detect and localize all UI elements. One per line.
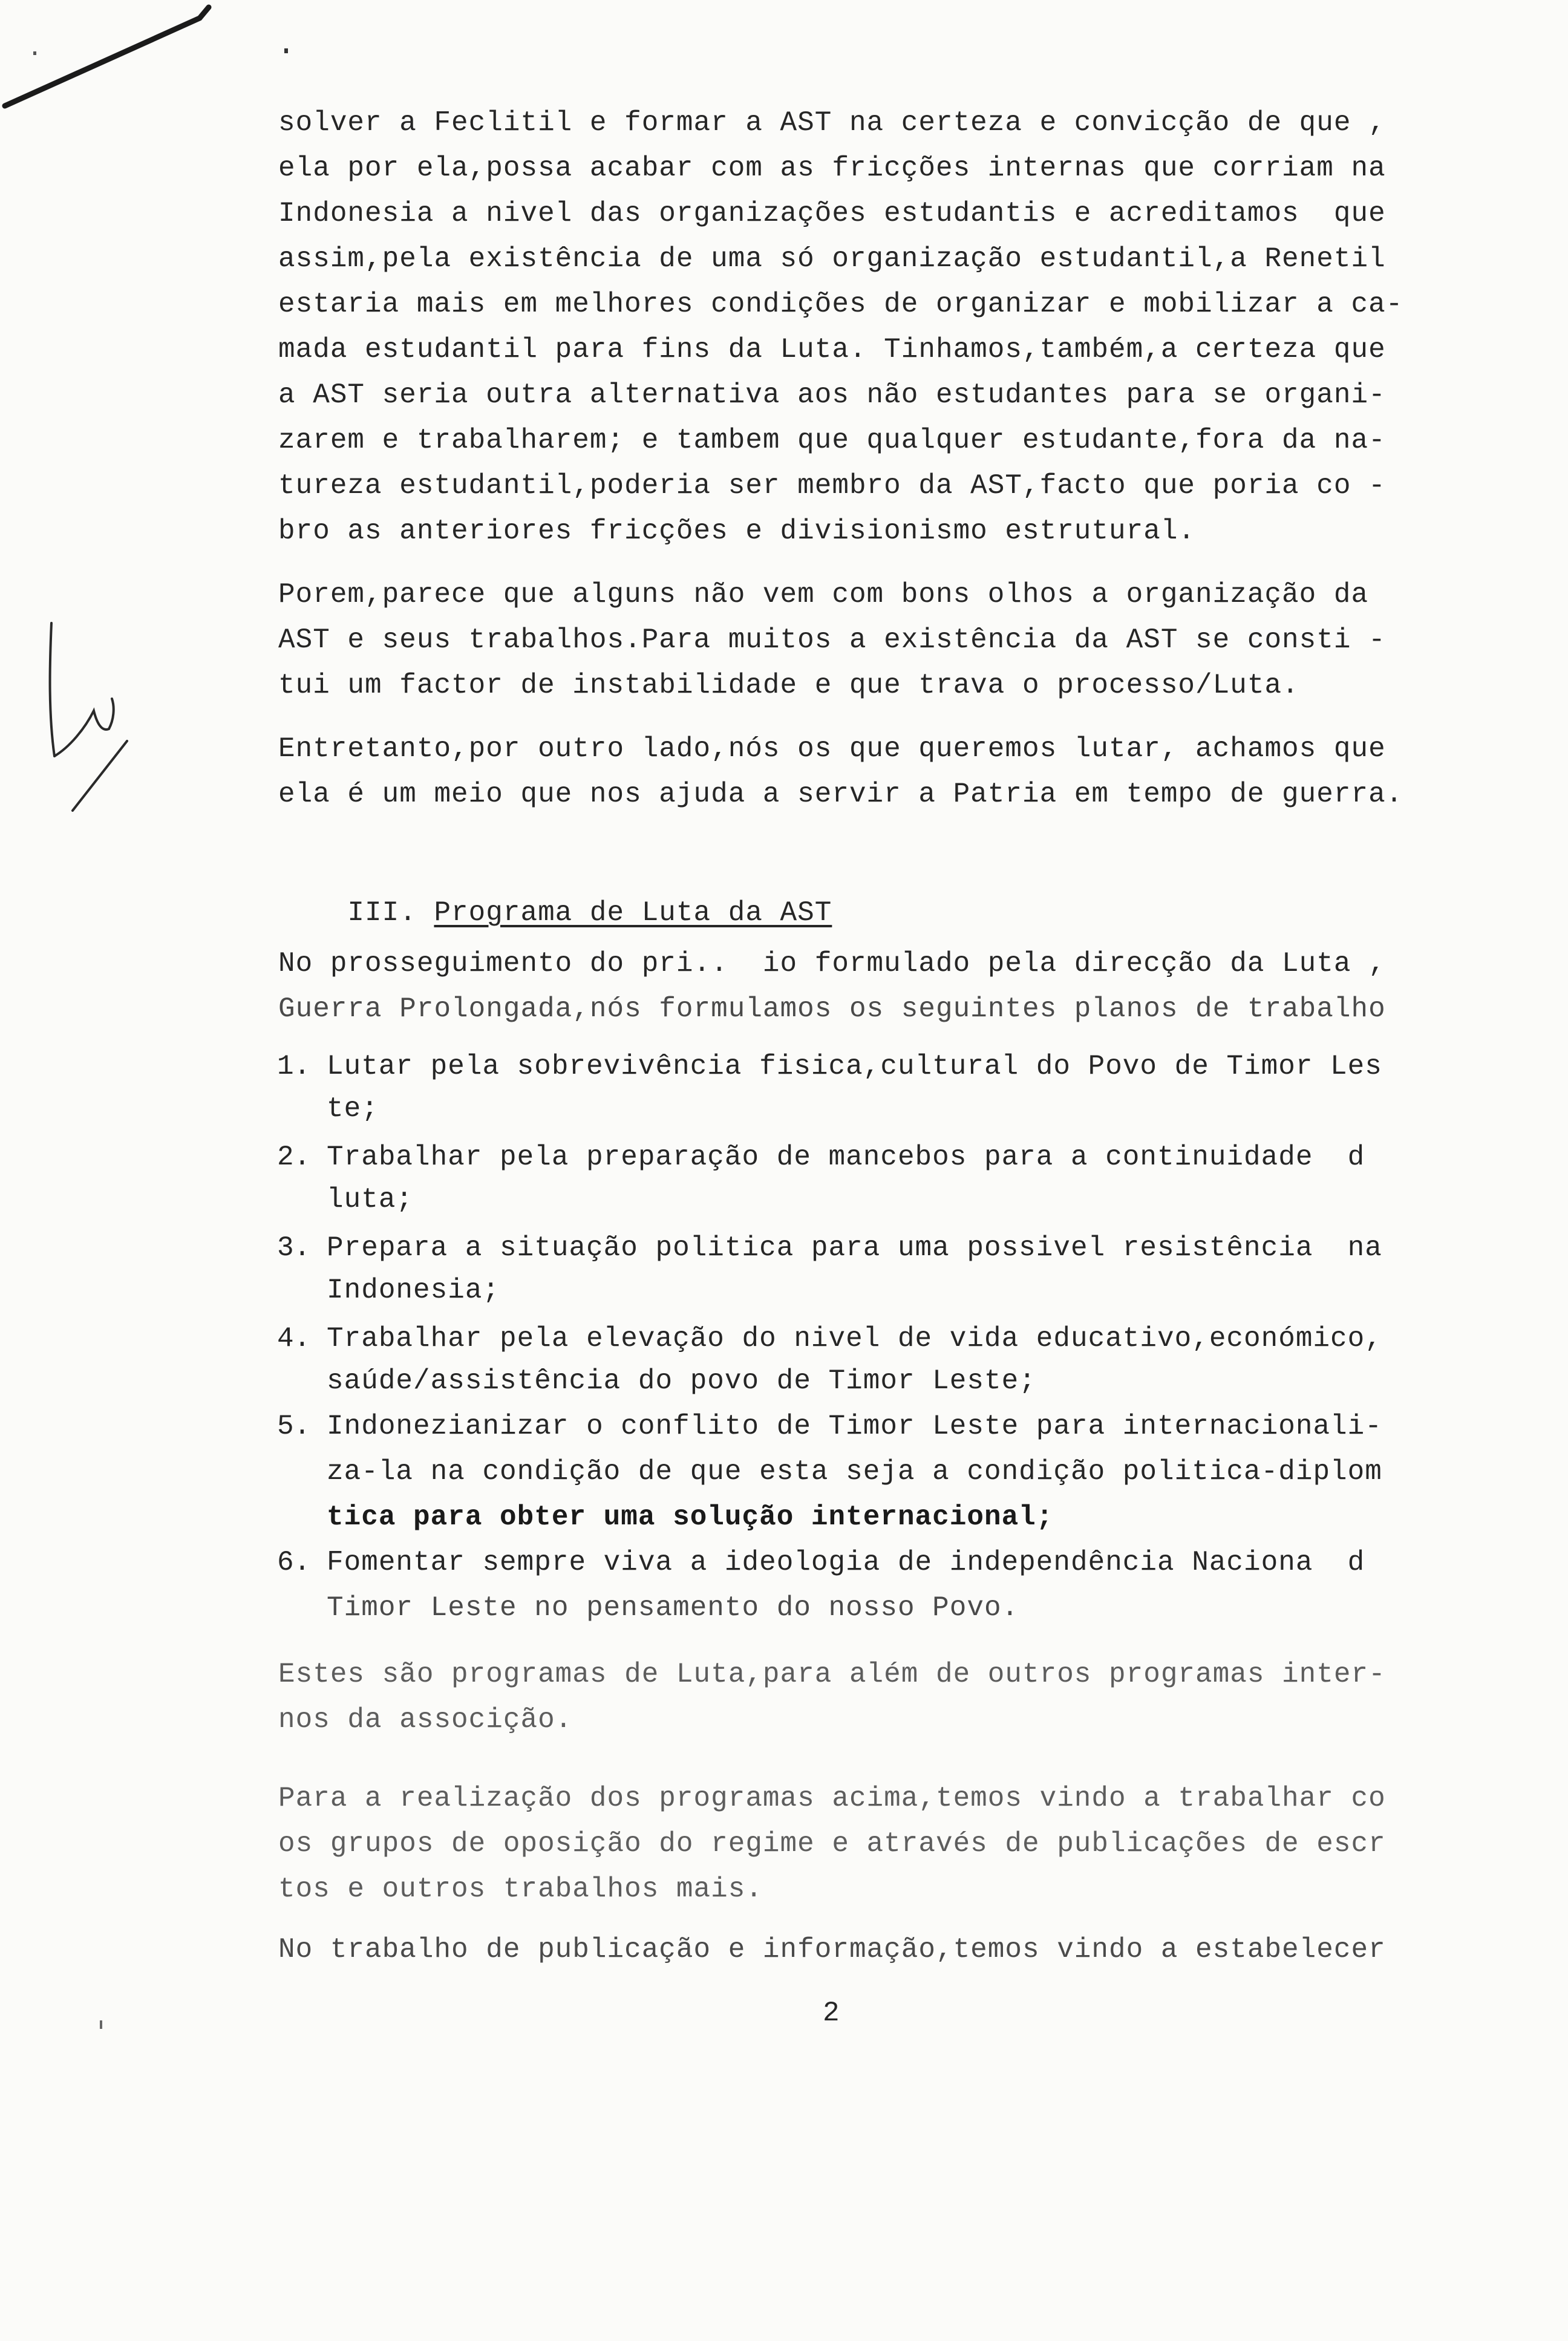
list-item-line: Timor Leste no pensamento do nosso Povo. (327, 1592, 1019, 1624)
paragraph-line: assim,pela existência de uma só organização estudantil,a Renetil (278, 243, 1386, 275)
paragraph-line: os grupos de oposição do regime e através de publicações de escr (278, 1828, 1386, 1859)
list-item-number: 4. (277, 1323, 311, 1354)
paragraph-line: tos e outros trabalhos mais. (278, 1873, 763, 1905)
list-item-line: Fomentar sempre viva a ideologia de independência Naciona d (327, 1547, 1365, 1578)
list-item-line: za-la na condição de que esta seja a condição politica-diplom (327, 1456, 1382, 1487)
paragraph-line: tui um factor de instabilidade e que trava o processo/Luta. (278, 670, 1299, 701)
paragraph-line: Estes são programas de Luta,para além de outros programas inter- (278, 1659, 1386, 1690)
list-item-line: Trabalhar pela elevação do nivel de vida educativo,económico, (327, 1323, 1382, 1354)
paragraph-line: estaria mais em melhores condições de organizar e mobilizar a ca- (278, 289, 1403, 320)
list-item-line: te; (327, 1093, 379, 1125)
paragraph-line: a AST seria outra alternativa aos não estudantes para se organi- (278, 379, 1386, 411)
paragraph-line: solver a Feclitil e formar a AST na certeza e convicção de que , (278, 107, 1386, 139)
list-item-line: luta; (327, 1184, 414, 1215)
list-item-line: Trabalhar pela preparação de mancebos para a continuidade d (327, 1141, 1365, 1173)
list-item-line: Lutar pela sobrevivência fisica,cultural do Povo de Timor Les (327, 1051, 1382, 1082)
list-item-number: 6. (277, 1547, 311, 1578)
list-item-line: Indonezianizar o conflito de Timor Leste para internacionali- (327, 1411, 1382, 1442)
paragraph-line: tureza estudantil,poderia ser membro da AST,facto que poria co - (278, 470, 1386, 501)
scan-speck (33, 51, 36, 55)
paragraph-line: bro as anteriores fricções e divisionismo estrutural. (278, 515, 1196, 547)
scan-speck (100, 2020, 102, 2029)
section-number: III. (347, 897, 417, 929)
list-item-number: 3. (277, 1232, 311, 1264)
list-item-number: 2. (277, 1141, 311, 1173)
paragraph-line: Guerra Prolongada,nós formulamos os seguintes planos de trabalho (278, 993, 1386, 1025)
paragraph-line: ela é um meio que nos ajuda a servir a Patria em tempo de guerra. (278, 779, 1403, 810)
paragraph-line: nos da associção. (278, 1704, 573, 1735)
paragraph-line: No prosseguimento do pri.. io formulado pela direcção da Luta , (278, 948, 1386, 979)
list-item-line: Indonesia; (327, 1275, 500, 1306)
paragraph-line: No trabalho de publicação e informação,temos vindo a estabelecer (278, 1934, 1386, 1965)
paragraph-line: Indonesia a nivel das organizações estudantis e acreditamos que (278, 198, 1386, 229)
paragraph-line: AST e seus trabalhos.Para muitos a existência da AST se consti - (278, 624, 1386, 656)
list-item-line: saúde/assistência do povo de Timor Leste; (327, 1365, 1036, 1397)
list-item-line: Prepara a situação politica para uma possivel resistência na (327, 1232, 1382, 1264)
paragraph-line: Para a realização dos programas acima,temos vindo a trabalhar co (278, 1783, 1386, 1814)
paragraph-line: Entretanto,por outro lado,nós os que queremos lutar, achamos que (278, 733, 1386, 765)
scan-speck (284, 48, 288, 53)
paragraph-line: mada estudantil para fins da Luta. Tinhamos,também,a certeza que (278, 334, 1386, 365)
list-item-number: 1. (277, 1051, 311, 1082)
list-item-line: tica para obter uma solução internacional; (327, 1501, 1054, 1533)
page-number: 2 (823, 1997, 840, 2029)
paragraph-line: zarem e trabalharem; e tambem que qualquer estudante,fora da na- (278, 425, 1386, 456)
paragraph-line: Porem,parece que alguns não vem com bons olhos a organização da (278, 579, 1369, 610)
handwritten-initials-mark (36, 611, 133, 817)
section-title: Programa de Luta da AST (434, 897, 832, 929)
scan-streak-mark (0, 0, 230, 121)
list-item-number: 5. (277, 1411, 311, 1442)
paragraph-line: ela por ela,possa acabar com as fricções internas que corriam na (278, 152, 1386, 184)
